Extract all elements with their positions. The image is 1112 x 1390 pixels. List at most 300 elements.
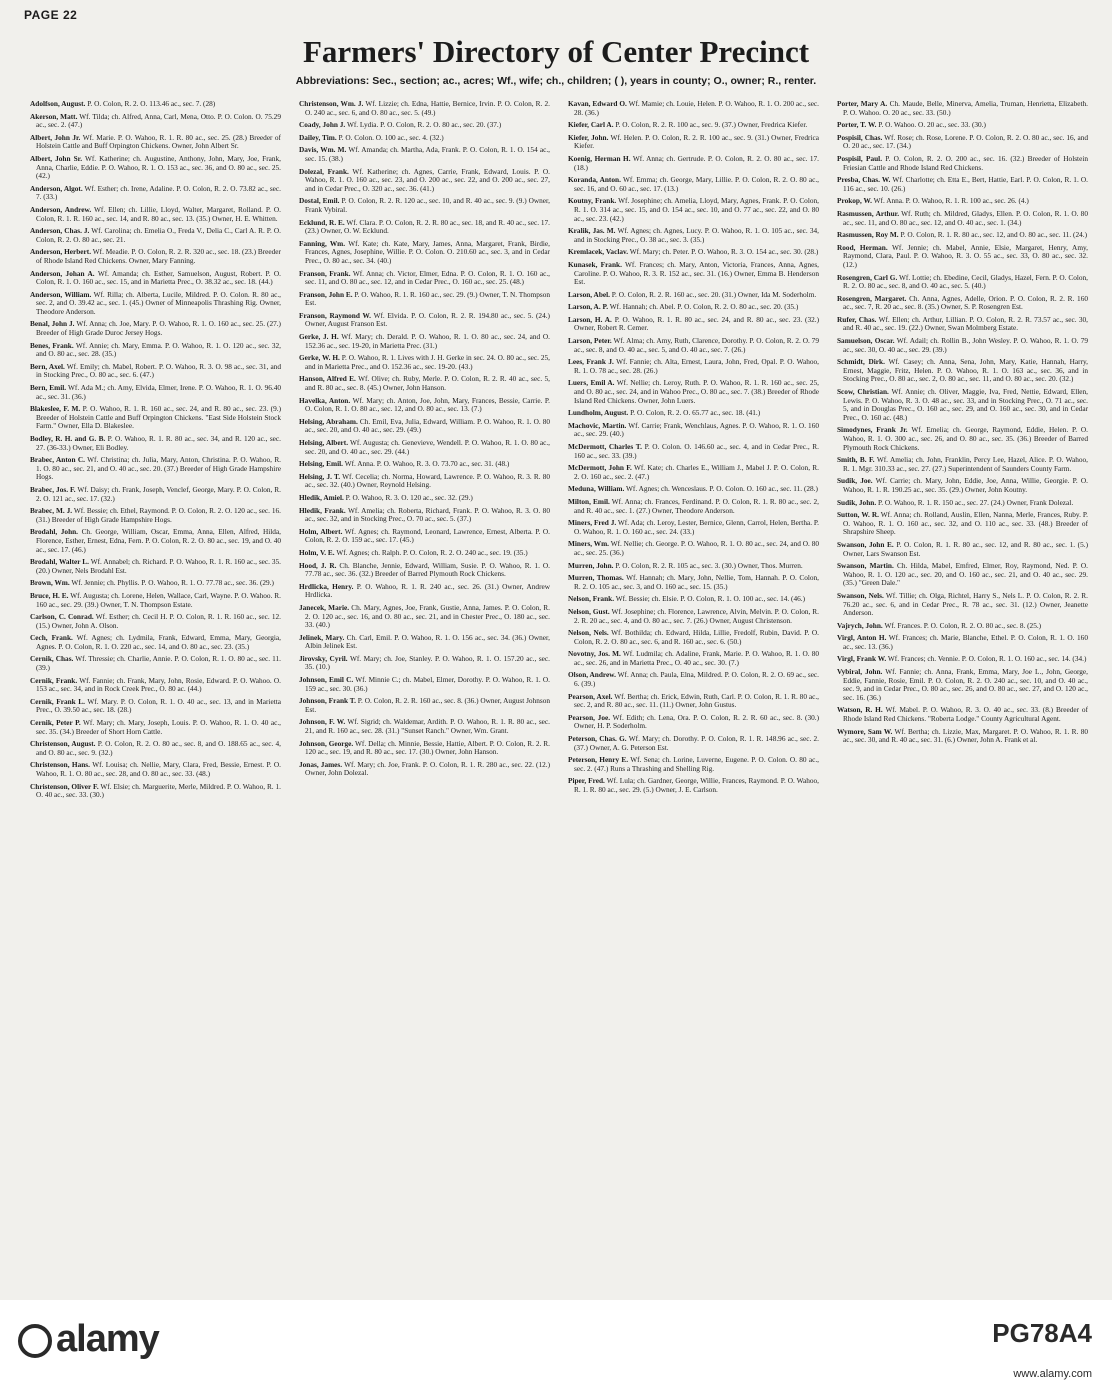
entry-details: P. O. Wahoo, R. 1. R. 160 ac., sec. 29. (9.) Owner, T. N. Thompson Est. [305, 289, 550, 308]
directory-entry [837, 134, 1088, 151]
directory-entry [299, 562, 550, 579]
entry-name: Janecek, Marie. [299, 602, 350, 612]
directory-entry [837, 592, 1088, 618]
entry-details: Wf. Fannie; ch. Frank, Mary, John, Rosie, Edward. P. O. Wahoo. O. 153 ac., sec. 34, and in Rock Creek Prec., O. 80 ac. (44.) [36, 675, 281, 694]
directory-entry [30, 185, 281, 202]
directory-entry [837, 295, 1088, 312]
entry-details: Wf. Mary; ch. Derald. P. O. Wahoo, R. 1. O. 80 ac., sec. 24, and O. 152.36 ac., sec. 19-20, in Marietta Prec. (31.) [305, 332, 550, 350]
entry-name: Wymore, Sam W. [837, 726, 893, 736]
entry-name: Holm, Albert. [299, 526, 343, 536]
directory-entry [837, 244, 1088, 270]
directory-entry [30, 528, 281, 554]
page-title: Farmers' Directory of Center Precinct [302, 34, 810, 69]
entry-details: Ch. Anna, Agnes, Adelle, Orion. P. O. Colon, R. 2. R. 160 ac., sec. 7, R. 20 ac., sec. 8. (35.) Owner, S. P. Rosengren Est. [843, 293, 1088, 312]
directory-entry [568, 519, 819, 536]
directory-entry [299, 146, 550, 163]
directory-column-1 [30, 100, 281, 1290]
directory-entry [837, 100, 1088, 117]
directory-entry [837, 155, 1088, 172]
entry-name: Havelka, Anton. [299, 395, 351, 405]
entry-name: McDermott, John F. [568, 463, 632, 473]
entry-name: Presba, Chas. W. [837, 175, 891, 185]
entry-name: Johnson, F. W. [299, 717, 346, 727]
directory-entry [568, 409, 819, 418]
directory-entry [30, 363, 281, 380]
directory-entry [299, 375, 550, 392]
image-id-value: PG78A4 [992, 1318, 1092, 1348]
directory-entry [30, 435, 281, 452]
directory-entry [837, 274, 1088, 291]
entry-details: Wf. Emelia; ch. George, Raymond, Eddie, Helen. P. O. Wahoo, R. 1. O. 300 ac., sec. 26, and O. 80 ac., sec. 35. (36.) Breeder of Barred Plymouth Rock Chickens. [843, 425, 1088, 452]
entry-details: Wf. Frances; ch. Marie, Blanche, Ethel. P. O. Colon, R. 1. O. 160 ac., sec. 13. (36.) [843, 633, 1088, 651]
entry-details: Wf. Ada M.; ch. Amy, Elvida, Elmer, Irene. P. O. Wahoo, R. 1. O. 96.40 ac., sec. 31. (36.) [36, 383, 281, 401]
entry-name: Larson, Peter. [568, 336, 612, 346]
entry-name: Luers, Emil A. [568, 378, 615, 388]
directory-entry [568, 248, 819, 257]
entry-name: Albert, John Jr. [30, 132, 81, 142]
directory-entry [30, 113, 281, 130]
entry-details: Ch. Hilda, Mabel, Emfred, Elmer, Roy, Raymond, Ned. P. O. Wahoo, R. 1. O. 120 ac., sec. 20, and O. 160 ac., sec. 21, and O. 40 ac., sec. 29. (35.) "Green Dale." [843, 561, 1088, 588]
entry-name: Pospisil, Chas. [837, 132, 883, 142]
directory-entry [30, 761, 281, 778]
directory-entry [837, 456, 1088, 473]
entry-name: Miners, Fred J. [568, 518, 617, 528]
entry-name: Coady, John J. [299, 120, 346, 130]
directory-entry [30, 507, 281, 524]
directory-entry [568, 671, 819, 688]
entry-name: Rosengren, Margaret. [837, 293, 907, 303]
entry-name: Albert, John Sr. [30, 153, 83, 163]
directory-entry [299, 473, 550, 490]
entry-name: Rufer, Chas. [837, 314, 877, 324]
directory-entry [30, 613, 281, 630]
entry-name: Dostal, Emil. [299, 196, 340, 206]
entry-details: P. O. Wahoo. O. 20 ac., sec. 33. (30.) [878, 120, 986, 130]
entry-name: Brabec, Anton C. [30, 455, 85, 465]
entry-details: Wf. Rose; ch. Rose, Lorene. P. O. Colon, R. 2. O. 80 ac., sec. 16, and O. 20 ac., sec. 17. (34.) [843, 132, 1088, 151]
entry-name: Bodley, R. H. and G. B. [30, 434, 106, 443]
directory-entry [30, 155, 281, 181]
entry-name: Kremlacek, Vaclav. [568, 247, 629, 257]
directory-entry [837, 358, 1088, 384]
directory-entry [30, 100, 281, 109]
entry-name: Cech, Frank. [30, 633, 73, 643]
directory-entry [568, 574, 819, 591]
directory-entry [30, 698, 281, 715]
entry-details: Wf. Annie; ch. Oliver, Maggie, Iva, Fred, Nettie, Edward, Ellen, Lewis. P. O. Wahoo, R. 3. O. 48 ac., sec. 33, and in Stocking Prec., O. 71 ac., sec. 5, and in Douglas Prec., O. 160 ac., sec. 29, and O. 160 ac., sec. 30, and in Cedar Prec., O. 160 ac. (48.) [843, 387, 1088, 422]
directory-entry [299, 291, 550, 308]
entry-name: Kavan, Edward O. [568, 100, 627, 108]
directory-column-2 [299, 100, 550, 1290]
directory-entry [568, 756, 819, 773]
directory-entry [30, 634, 281, 651]
entry-details: Wf. Mary; ch. Joe, Stanley. P. O. Wahoo, R. 1. O. 157.20 ac., sec. 35. (10.) [305, 653, 550, 672]
entry-name: Cernik, Frank L. [30, 696, 85, 706]
directory-entry [568, 337, 819, 354]
entry-details: Wf. Edith; ch. Lena, Ora. P. O. Colon, R. 2. R. 60 ac., sec. 8. (30.) Owner, H. P. Soderholm. [574, 712, 819, 731]
directory-entry [299, 354, 550, 371]
entry-name: Koranda, Anton. [568, 175, 621, 185]
entry-name: Pearson, Joe. [568, 712, 611, 722]
entry-name: Nelson, Frank. [568, 594, 615, 604]
entry-name: Bern, Emil. [30, 383, 67, 393]
entry-details: Ch. Emil, Eva, Julia, Edward, William. P. O. Wahoo, R. 1. O. 80 ac., sec. 20, and O. 40 ac., sec. 29. (49.) [305, 416, 550, 435]
entry-name: Dailey, Tim. [299, 132, 337, 142]
directory-entry [837, 511, 1088, 537]
directory-entry [299, 460, 550, 469]
entry-name: Smith, B. F. [837, 455, 875, 465]
entry-details: Ch. Maude, Belle, Minerva, Amelia, Truman, Henrietta, Elizabeth. P. O. Wahoo. O. 20 ac., sec. 33. (50.) [843, 100, 1088, 117]
directory-entry [30, 579, 281, 588]
entry-details: Wf. Clara. P. O. Colon, R. 2. R. 80 ac., sec. 18, and R. 40 ac., sec. 17. (23.) Owner, O. W. Ecklund. [305, 217, 550, 236]
directory-entry [30, 342, 281, 359]
entry-name: Anderson, Johan A. [30, 268, 95, 278]
entry-name: Machovic, Martin. [568, 420, 627, 430]
entry-name: Peterson, Henry E. [568, 755, 629, 765]
directory-entry [568, 155, 819, 172]
entry-name: Anderson, Andrew. [30, 204, 92, 214]
directory-entry [299, 494, 550, 503]
entry-details: Wf. Agnes; ch. Raymond, Leonard, Lawrence, Ernest, Alberta. P. O. Colon, R. 2. O. 159 ac., sec. 17. (45.) [305, 526, 550, 545]
entry-name: Kiefer, John. [568, 132, 609, 142]
directory-entry [837, 337, 1088, 354]
directory-entry [837, 668, 1088, 702]
directory-entry [30, 592, 281, 609]
directory-entry [299, 418, 550, 435]
entry-name: Benes, Frank. [30, 340, 74, 350]
entry-name: Olson, Andrew. [568, 670, 616, 680]
entry-details: Wf. Anna. P. O. Wahoo, R. 3. O. 73.70 ac., sec. 31. (48.) [344, 459, 510, 469]
entry-name: Larson, Abel. [568, 289, 610, 299]
entry-details: Wf. Marie. P. O. Wahoo, R. 1. R. 80 ac., sec. 25. (28.) Breeder of Holstein Cattle and Buff Orpington Chickens. Owner, John Albert Sr. [36, 132, 281, 151]
entry-details: Wf. Agnes; ch. Lydmila, Frank, Edward, Emma, Mary, Georgia, Agnes. P. O. Colon, R. 1. O. 220 ac., sec. 14, and O. 80 ac., sec. 23. (35.) [36, 633, 281, 651]
entry-details: Ch. George, William, Oscar, Emma, Anna, Ellen, Alfred, Hilda, Florence, Esther, Ernest, Edna, Fern. P. O. Colon, R. 2. O. 80 ac., sec. 19, and O. 40 ac., sec. 17. (46.) [36, 527, 281, 554]
entry-name: Rosengren, Carl G. [837, 272, 898, 282]
entry-details: Ch. Carl, Emil. P. O. Wahoo, R. 1. O. 156 ac., sec. 34. (36.) Owner, Albin Jelinek Est. [305, 632, 550, 651]
entry-details: Wf. Lula; ch. Gardner, George, Willie, Frances, Raymond. P. O. Wahoo, R. 1. R. 80 ac., sec. 29. (5.) Owner, J. E. Carlson. [574, 776, 819, 794]
directory-entry [568, 629, 819, 646]
entry-details: Wf. Hannah; ch. Abel. P. O. Colon, R. 2. O. 80 ac., sec. 20. (35.) [609, 302, 799, 312]
entry-details: Wf. Bertha; ch. Lizzie, Max, Margaret. P. O. Wahoo, R. 1. R. 80 ac., sec. 30, and R. 40 ac., sec. 31. (6.) Owner, John A. Frank et al. [843, 726, 1088, 745]
entry-details: Wf. Agnes; ch. Agnes, Lucy. P. O. Wahoo, R. 1. O. 105 ac., sec. 34, and in Stocking Prec., O. 38 ac., sec. 3. (35.) [574, 226, 819, 244]
directory-entry [837, 728, 1088, 745]
entry-details: P. O. Wahoo, R. 1. R. 150 ac., sec. 27. (24.) Owner, Frank Dolezal. [877, 497, 1074, 507]
stock-footer-bar [0, 1300, 1112, 1390]
entry-name: Jonas, James. [299, 759, 343, 769]
entry-details: Wf. Anna; ch. Gertrude. P. O. Colon, R. 2. O. 80 ac., sec. 17. (18.) [574, 153, 819, 172]
entry-details: Wf. Jennie; ch. Phyllis. P. O. Wahoo, R. 1. O. 77.78 ac., sec. 36. (29.) [71, 578, 274, 588]
directory-entry [299, 507, 550, 524]
entry-name: Prokop, W. [837, 196, 872, 206]
entry-details: P. O. Colon, R. 2. O. 65.77 ac., sec. 18. (41.) [630, 408, 761, 418]
directory-entry [30, 677, 281, 694]
entry-name: Christenson, Wm. J. [299, 100, 364, 108]
entry-details: Wf. Amanda; ch. Esther, Samuelson, August, Robert. P. O. Colon, R. 1. O. 160 ac., sec. 15, and in Marietta Prec., O. 38.32 ac., sec. 18. (44.) [36, 268, 281, 287]
directory-entry [299, 270, 550, 287]
directory-entry [30, 655, 281, 672]
entry-name: Kiefer, Carl A. [568, 120, 614, 130]
entry-name: Swanson, John E. [837, 539, 894, 549]
entry-name: Dolezal, Frank. [299, 166, 349, 176]
entry-name: Helsing, J. T. [299, 471, 341, 481]
directory-entry [30, 558, 281, 575]
entry-details: Wf. Jennie; ch. Mabel, Annie, Elsie, Margaret, Henry, Amy, Raymond, Clara, Paul. P. O. Wahoo, R. 3. O. 55 ac., sec. 33, O. 80 ac., sec. 32. (12.) [843, 242, 1088, 269]
entry-name: Sutton, W. R. [837, 510, 879, 520]
directory-entry [30, 227, 281, 244]
entry-details: Wf. Minnie C.; ch. Mabel, Elmer, Dorothy. P. O. Wahoo, R. 1. O. 159 ac., sec. 30. (36.) [305, 675, 550, 693]
entry-details: Wf. Elsie; ch. Marguerite, Merle, Mildred. P. O. Wahoo, R. 1. O. 40 ac., sec. 33. (30.) [36, 781, 281, 800]
entry-details: Ch. Blanche, Jennie, Edward, William, Susie. P. O. Wahoo, R. 1. O. 77.78 ac., sec. 36. (32.) Breeder of Barred Plymouth Rock Chickens. [305, 560, 550, 579]
directory-entry [568, 422, 819, 439]
directory-entry [299, 634, 550, 651]
directory-entry [837, 706, 1088, 723]
entry-details: Wf. Bessie; ch. Elsie. P. O. Colon, R. 1. O. 100 ac., sec. 14. (46.) [615, 594, 806, 604]
entry-name: Piper, Fred. [568, 776, 605, 786]
entry-details: P. O. Wahoo, R. 1. R. 80 ac., sec. 24, and R. 80 ac., sec. 23. (32.) Owner, Robert R. Cemer. [574, 314, 819, 333]
entry-name: Virgl, Frank W. [837, 654, 887, 664]
directory-entry [568, 261, 819, 287]
entry-name: Helsing, Emil. [299, 459, 343, 469]
entry-name: Anderson, Algot. [30, 183, 83, 193]
directory-entry [837, 634, 1088, 651]
entry-details: P. O. Wahoo, R. 1. R. 240 ac., sec. 26. (31.) Owner, Andrew Hrdlicka. [305, 581, 550, 600]
directory-entry [837, 388, 1088, 422]
directory-entry [299, 312, 550, 329]
entry-name: Franson, John E. [299, 289, 353, 299]
entry-details: Wf. Amanda; ch. Martha, Ada, Frank. P. O. Colon, R. 1. O. 154 ac., sec. 15. (38.) [305, 145, 550, 163]
entry-details: Wf. Thressie; ch. Charlie, Annie. P. O. Colon, R. 1. O. 80 ac., sec. 11. (39.) [36, 654, 281, 673]
entry-details: Wf. Mary; ch. Anton, Joe, John, Mary, Frances, Bessie, Carrie. P. O. Colon, R. 1. O. 80 ac., sec. 12, and O. 80 ac., sec. 13. (7.) [305, 395, 550, 414]
entry-details: Wf. Amelia; ch. Roberta, Richard, Frank. P. O. Wahoo, R. 3. O. 80 ac., sec. 32, and in Stocking Prec., O. 70 ac., sec. 5. (37.) [305, 505, 550, 524]
entry-name: Scow, Christian. [837, 387, 889, 397]
directory-entry [837, 121, 1088, 130]
entry-details: P. O. Wahoo, R. 1. R. 80 ac., sec. 34, and R. 120 ac., sec. 27. (36-33.) Owner, Eli Bodley. [36, 434, 281, 452]
directory-entry [299, 439, 550, 456]
entry-details: Wf. Esther; ch. Irene, Adaline. P. O. Colon, R. 2. O. 73.82 ac., sec. 7. (33.) [36, 183, 281, 202]
entry-name: Novotny, Jos. M. [568, 649, 621, 659]
directory-entry [837, 499, 1088, 508]
entry-details: Wf. Katherine; ch. Agnes, Carrie, Frank, Edward, Louis. P. O. Wahoo, R. 1. O. 160 ac., sec. 23, and O. 200 ac., sec. 22, and O. 200 ac., sec. 27, and in Cedar Prec., O. 320 ac., sec. 36. (41.) [305, 166, 550, 193]
directory-entry [837, 210, 1088, 227]
entry-name: Porter, T. W. [837, 120, 877, 130]
directory-entry [299, 761, 550, 778]
entry-details: Wf. Anna; ch. Paula, Elna, Mildred. P. O. Colon, R. 2. O. 69 ac., sec. 6. (39.) [574, 670, 819, 689]
entry-details: Wf. Helen. P. O. Colon, R. 2. R. 100 ac., sec. 9. (31.) Owner, Fredrica Kiefer. [574, 132, 819, 151]
entry-name: Koenig, Herman H. [568, 153, 631, 163]
entry-name: Johnson, George. [299, 738, 354, 748]
entry-details: Wf. Augusta; ch. Genevieve, Wendell. P. O. Wahoo, R. 1. O. 80 ac., sec. 20, and O. 40 ac., sec. 29. (44.) [305, 438, 550, 456]
entry-name: Hledik, Frank. [299, 505, 346, 515]
entry-details: Wf. Elvida. P. O. Colon, R. 2. R. 194.80 ac., sec. 5. (24.) Owner, August Franson Est. [305, 310, 550, 329]
directory-entry [299, 583, 550, 600]
entry-details: Wf. Katherine; ch. Augustine, Anthony, John, Mary, Joe, Frank, Anna, Charlie, Eddie. P. O. Wahoo, R. 1. O. 153 ac., sec. 36, and O. 80 ac., sec. 25. (42.) [36, 153, 281, 181]
directory-entry [30, 270, 281, 287]
directory-entry [837, 197, 1088, 206]
entry-name: Sudik, Joe. [837, 476, 873, 486]
entry-details: Wf. Mary; ch. Peter. P. O. Wahoo, R. 3. O. 154 ac., sec. 30. (28.) [629, 247, 819, 257]
entry-details: P. O. Colon, R. 2. O. 200 ac., sec. 16. (32.) Breeder of Holstein Friesian Cattle and Rhode Island Red Chickens. [843, 153, 1088, 172]
entry-name: Christenson, August. [30, 739, 96, 749]
entry-details: Wf. Lizzie; ch. Edna, Hattie, Bernice, Irvin. P. O. Colon, R. 2. O. 240 ac., sec. 6, and O. 80 ac., sec. 5. (49.) [305, 100, 550, 117]
entry-details: Wf. Meadie. P. O. Colon, R. 2. R. 320 ac., sec. 18. (23.) Breeder of Rhode Island Red Chickens. Owner, Mary Fanning. [36, 247, 281, 265]
entry-details: Wf. Mary; ch. Mary, Joseph, Louis. P. O. Wahoo, R. 1. O. 40 ac., sec. 35. (34.) Breeder of Short Horn Cattle. [36, 718, 281, 736]
entry-name: Fanning, Wm. [299, 238, 346, 248]
entry-name: Anderson, William. [30, 289, 92, 299]
entry-details: Wf. Olive; ch. Ruby, Merle. P. O. Colon, R. 2. R. 40 ac., sec. 5, and R. 80 ac., sec. 8. (45.) Owner, John Hanson. [305, 374, 550, 393]
entry-name: Anderson, Chas. J. [30, 226, 90, 236]
entry-details: Wf. Hannah; ch. Mary, John, Nellie, Tom, Hannah. P. O. Colon, R. 2. O. 105 ac., sec. 3, and O. 160 ac., sec. 15. (35.) [574, 573, 819, 591]
directory-entry [568, 379, 819, 405]
entry-name: Johnson, Frank T. [299, 696, 356, 706]
entry-details: Wf. Della; ch. Minnie, Bessie, Hattie, Albert. P. O. Colon, R. 2. R. 120 ac., sec. 19, and R. 80 ac., sec. 17. (30.) Owner, John Hanson. [305, 738, 550, 757]
entry-name: Akerson, Matt. [30, 111, 78, 121]
entry-name: Rasmussen, Roy M. [837, 230, 899, 240]
entry-details: Wf. Casey; ch. Anna, Sena, John, Mary, Katie, Hannah, Harry, Ernest, Maggie, Fritz, Helen. P. O. Wahoo, R. 1. O. 163 ac., sec. 36, and in Stocking Prec., O. 80 ac., sec. 2, O. 80 ac., sec. 11, and O. 80 ac., sec. 20. (32.) [843, 357, 1088, 384]
entry-details: Wf. Daisy; ch. Frank, Joseph, Venclef, George, Mary. P. O. Colon, R. 2. O. 121 ac., sec. 17. (32.) [36, 484, 281, 503]
alamy-logo-icon [18, 1324, 52, 1358]
entry-details: Wf. Ellen; ch. Lillie, Lloyd, Walter, Margaret, Rolland. P. O. Colon, R. 1. R. 160 ac., sec. 14, and R. 80 ac., sec. 13. (35.) Owner, H. E. Whitten. [36, 204, 281, 223]
entry-details: Wf. Bothilda; ch. Edward, Hilda, Lillie, Fredolf, Rubin, David. P. O. Colon, R. 2. O. 80 ac., sec. 6, and R. 160 ac., sec. 6. (50.) [574, 628, 819, 646]
entry-details: Wf. Lydia. P. O. Colon, R. 2. O. 80 ac., sec. 20. (37.) [346, 120, 502, 130]
entry-details: Wf. Mary; ch. Joe, Frank. P. O. Colon, R. 1. R. 280 ac., sec. 22. (12.) Owner, John Dolezal. [305, 759, 550, 778]
directory-entry [568, 498, 819, 515]
entry-name: Jirovsky, Cyril. [299, 653, 348, 663]
directory-entry [30, 320, 281, 337]
directory-column-3 [568, 100, 819, 1290]
entry-name: Brown, Wm. [30, 578, 70, 588]
directory-entry [568, 464, 819, 481]
entry-details: Wf. Kate; ch. Charles E., William J., Mabel J. P. O. Colon, R. 2. O. 160 ac., sec. 2. (47.) [574, 463, 819, 481]
entry-details: Wf. Anna; ch. Victor, Elmer, Edna. P. O. Colon, R. 1. O. 160 ac., sec. 11, and O. 80 ac., sec. 12, and in Cedar Prec., O. 160 ac., sec. 25. (48.) [305, 268, 550, 287]
entry-name: Bruce, H. E. [30, 590, 69, 600]
directory-entry [837, 655, 1088, 664]
entry-details: Wf. Agnes; ch. Ralph. P. O. Colon, R. 2. O. 240 ac., sec. 19. (35.) [336, 547, 528, 557]
page-number: PAGE 22 [24, 8, 78, 22]
entry-name: Vajrych, John. [837, 620, 883, 630]
entry-name: Milton, Emil. [568, 496, 610, 506]
entry-details: Wf. Josephine; ch. Amelia, Lloyd, Mary, Agnes, Frank. P. O. Colon, R. 1. O. 314 ac., sec. 15, and O. 154 ac., sec. 10, and O. 77 ac., sec. 22, and O. 80 ac., sec. 23. (42.) [574, 196, 819, 223]
entry-name: Franson, Raymond W. [299, 310, 371, 320]
entry-details: P. O. Wahoo, R. 3. O. 120 ac., sec. 32. (29.) [345, 492, 473, 502]
directory-entry [299, 219, 550, 236]
entry-details: Wf. Agnes; ch. Wenceslaus. P. O. Colon. O. 160 ac., sec. 11. (28.) [626, 484, 818, 494]
entry-name: Carlson, C. Conrad. [30, 612, 94, 622]
entry-name: Watson, R. H. [837, 705, 883, 715]
directory-entry [568, 443, 819, 460]
directory-entry [30, 783, 281, 800]
directory-entry [568, 227, 819, 244]
entry-details: Wf. Annabel; ch. Richard. P. O. Wahoo, R. 1. R. 160 ac., sec. 35. (20.) Owner, Nels Brodahl Est. [36, 557, 281, 575]
entry-details: Wf. Carrie; Frank, Wenchlaus, Agnes. P. O. Wahoo, R. 1. O. 160 ac., sec. 29. (40.) [574, 420, 819, 439]
entry-details: Wf. Ruth; ch. Mildred, Gladys, Ellen. P. O. Colon, R. 1. O. 80 ac., sec. 11, and O. 80 ac., sec. 12, and O. 40 ac., sec. 1. (34.) [843, 208, 1088, 227]
entry-name: Benal, John J. [30, 319, 75, 329]
entry-name: Koutny, Frank. [568, 196, 617, 206]
entry-name: Kralik, Jas. M. [568, 226, 616, 236]
entry-details: Wf. Carolina; ch. Emelia O., Freda V., Delia C., Carl A. R. P. O. Colon, R. 2. O. 80 ac., sec. 21. [36, 226, 281, 244]
entry-details: P. O. Colon, R. 2. O. 113.46 ac., sec. 7. (28) [87, 100, 216, 108]
directory-entry [568, 735, 819, 752]
entry-name: Larson, A. P. [568, 302, 609, 312]
entry-details: Wf. Cecelia; ch. Norma, Howard, Lawrence. P. O. Wahoo, R. 3. R. 80 ac., sec. 32. (40.) Owner, Reynold Helsing. [305, 471, 550, 490]
directory-entry [837, 176, 1088, 193]
entry-details: P. O. Wahoo, R. 1. Lives with J. H. Gerke in sec. 24. O. 80 ac., sec. 25, and in Marietta Prec., and O. 152.36 ac., sec. 19-20. (43.) [305, 353, 550, 371]
entry-details: Wf. Tillie; ch. Olga, Richtel, Harry S., Nels L. P. O. Colon, R. 2. R. 76.20 ac., sec. 6, and in Cedar Prec., R. 78 ac., sec. 31. (12.) Owner, Jeanette Anderson. [843, 590, 1088, 618]
directory-entry [299, 333, 550, 350]
entry-details: Wf. Amelia; ch. John, Franklin, Percy Lee, Hazel, Alice. P. O. Wahoo, R. 1. Mgr. 310.33 ac., sec. 27. (27.) Superintendent of Saunders County Farm. [843, 455, 1088, 473]
entry-details: Wf. Frances; ch. Vennie. P. O. Colon, R. 1. O. 160 ac., sec. 14. (34.) [887, 654, 1087, 664]
entry-name: Gerke, J. H. [299, 332, 339, 342]
directory-column-4 [837, 100, 1088, 1290]
entry-details: Wf. Mary. P. O. Colon, R. 1. O. 40 ac., sec. 13, and in Marietta Prec., O. 39.50 ac., sec. 18. (28.) [36, 696, 281, 715]
directory-entry [837, 316, 1088, 333]
entry-name: Sudik, John. [837, 497, 877, 507]
entry-name: Cernik, Peter P. [30, 718, 81, 728]
directory-entry [568, 316, 819, 333]
directory-entry [568, 358, 819, 375]
directory-entry [30, 291, 281, 317]
directory-entry [299, 718, 550, 735]
entry-name: Christenson, Hans. [30, 760, 90, 770]
entry-details: Wf. Anna. P. O. Wahoo, R. 1. R. 100 ac., sec. 26. (4.) [873, 196, 1029, 206]
directory-entry [568, 134, 819, 151]
entry-name: Brabec, Jos. F. [30, 484, 76, 494]
alamy-url: www.alamy.com [1013, 1368, 1092, 1380]
entry-details: P. O. Colon, R. 2. R. 105 ac., sec. 3. (30.) Owner, Thos. Murren. [615, 560, 803, 570]
entry-details: Wf. Adail; ch. Rollin B., John Wesley. P. O. Wahoo, R. 1. O. 79 ac., sec. 30, O. 40 ac., sec. 29. (39.) [843, 336, 1088, 354]
entry-name: Nelson, Gust. [568, 606, 610, 616]
entry-name: Brodahl, Walter L. [30, 557, 89, 567]
entry-details: P. O. Colon, R. 2. R. 120 ac., sec. 10, and R. 40 ac., sec. 9. (9.) Owner, Frank Vybiral. [305, 196, 550, 214]
entry-name: Kunasek, Frank. [568, 259, 622, 269]
entry-details: Wf. Christina; ch. Julia, Mary, Anton, Christina. P. O. Wahoo, R. 1. O. 80 ac., sec. 21, and O. 40 ac., sec. 20. (37.) Breeder of High Grade Hampshire Hogs. [36, 455, 281, 482]
entry-details: P. O. Colon, R. 2. O. 80 ac., sec. 8, and O. 188.65 ac., sec. 4, and O. 80 ac., sec. 9. (32.) [36, 739, 281, 757]
entry-details: Wf. Tilda; ch. Alfred, Anna, Carl, Mena, Otto. P. O. Colon. O. 75.29 ac., sec. 2. (47.) [36, 111, 281, 130]
directory-entry [299, 604, 550, 630]
entry-details: Wf. Josephine; ch. Florence, Lawrence, Alvin, Melvin. P. O. Colon, R. 2. R. 20 ac., sec. 4, and O. 80 ac., sec. 7. (26.) Owner, August Christenson. [574, 606, 819, 625]
directory-entry [30, 486, 281, 503]
directory-entry [299, 100, 550, 117]
directory-entry [837, 622, 1088, 631]
entry-details: Wf. Louisa; ch. Nellie, Mary, Clara, Fred, Bessie, Ernest. P. O. Wahoo, R. 1. O. 80 ac., sec. 28, and O. 80 ac., sec. 33. (48.) [36, 760, 281, 778]
directory-entry [30, 384, 281, 401]
entry-name: Hrdlicka, Henry. [299, 581, 354, 591]
directory-entry [568, 608, 819, 625]
entry-details: Ch. Mary, Agnes, Joe, Frank, Gustie, Anna, James. P. O. Colon, R. 2. O. 120 ac., sec. 16, and O. 80 ac., sec. 21, and in Chester Prec., O. 180 ac., sec. 33. (40.) [305, 602, 550, 630]
entry-name: Nelson, Nels. [568, 628, 609, 638]
directory-entry [299, 697, 550, 714]
entry-details: Wf. Esther; ch. Cecil H. P. O. Colon, R. 1. R. 160 ac., sec. 12. (15.) Owner, John A. Olson. [36, 612, 281, 630]
directory-entry [568, 303, 819, 312]
directory-entry [837, 541, 1088, 558]
entry-details: P. O. Colon, R. 2. R. 100 ac., sec. 9. (37.) Owner, Fredrica Kiefer. [615, 120, 808, 130]
entry-name: Cernik, Frank. [30, 675, 78, 685]
entry-details: Wf. Fannie; ch. Alta, Ernest, Laura, John, Fred, Opal. P. O. Wahoo, R. 1. O. 78 ac., sec. 28. (26.) [574, 357, 819, 375]
entry-details: Wf. Annie; ch. Mary, Emma. P. O. Wahoo, R. 1. O. 120 ac., sec. 32, and O. 80 ac., sec. 28. (35.) [36, 340, 281, 359]
entry-name: Schmidt, Dirk. [837, 357, 885, 367]
entry-details: Wf. Sigrid; ch. Waldemar, Ardith. P. O. Wahoo, R. 1. R. 80 ac., sec. 21, and R. 160 ac., sec. 28. (31.) "Sunset Ranch." Owner, Wm. Grant. [305, 717, 550, 736]
entry-name: Rasmussen, Arthur. [837, 208, 900, 218]
entry-details: Wf. Mabel. P. O. Wahoo, R. 3. O. 40 ac., sec. 33. (8.) Breeder of Rhode Island Red Chickens. "Roberta Lodge." County Agricultural Agent. [843, 705, 1088, 724]
directory-entry [299, 240, 550, 266]
entry-name: Murren, Thomas. [568, 573, 624, 583]
entry-name: Murren, John. [568, 560, 614, 570]
alamy-logo-text: alamy [56, 1318, 159, 1360]
directory-entry [837, 562, 1088, 588]
entry-name: Virgl, Anton H. [837, 633, 887, 643]
entry-details: Wf. Rilla; ch. Alberta, Lucile, Mildred. P. O. Colon. R. 80 ac., sec. 2, and O. 39.42 ac., sec. 1. (45.) Owner of Minneapolis Thrashing Rig. Owner, Theodore Anderson. [36, 289, 281, 316]
entry-name: Porter, Mary A. [837, 100, 888, 108]
directory-entry [568, 777, 819, 794]
